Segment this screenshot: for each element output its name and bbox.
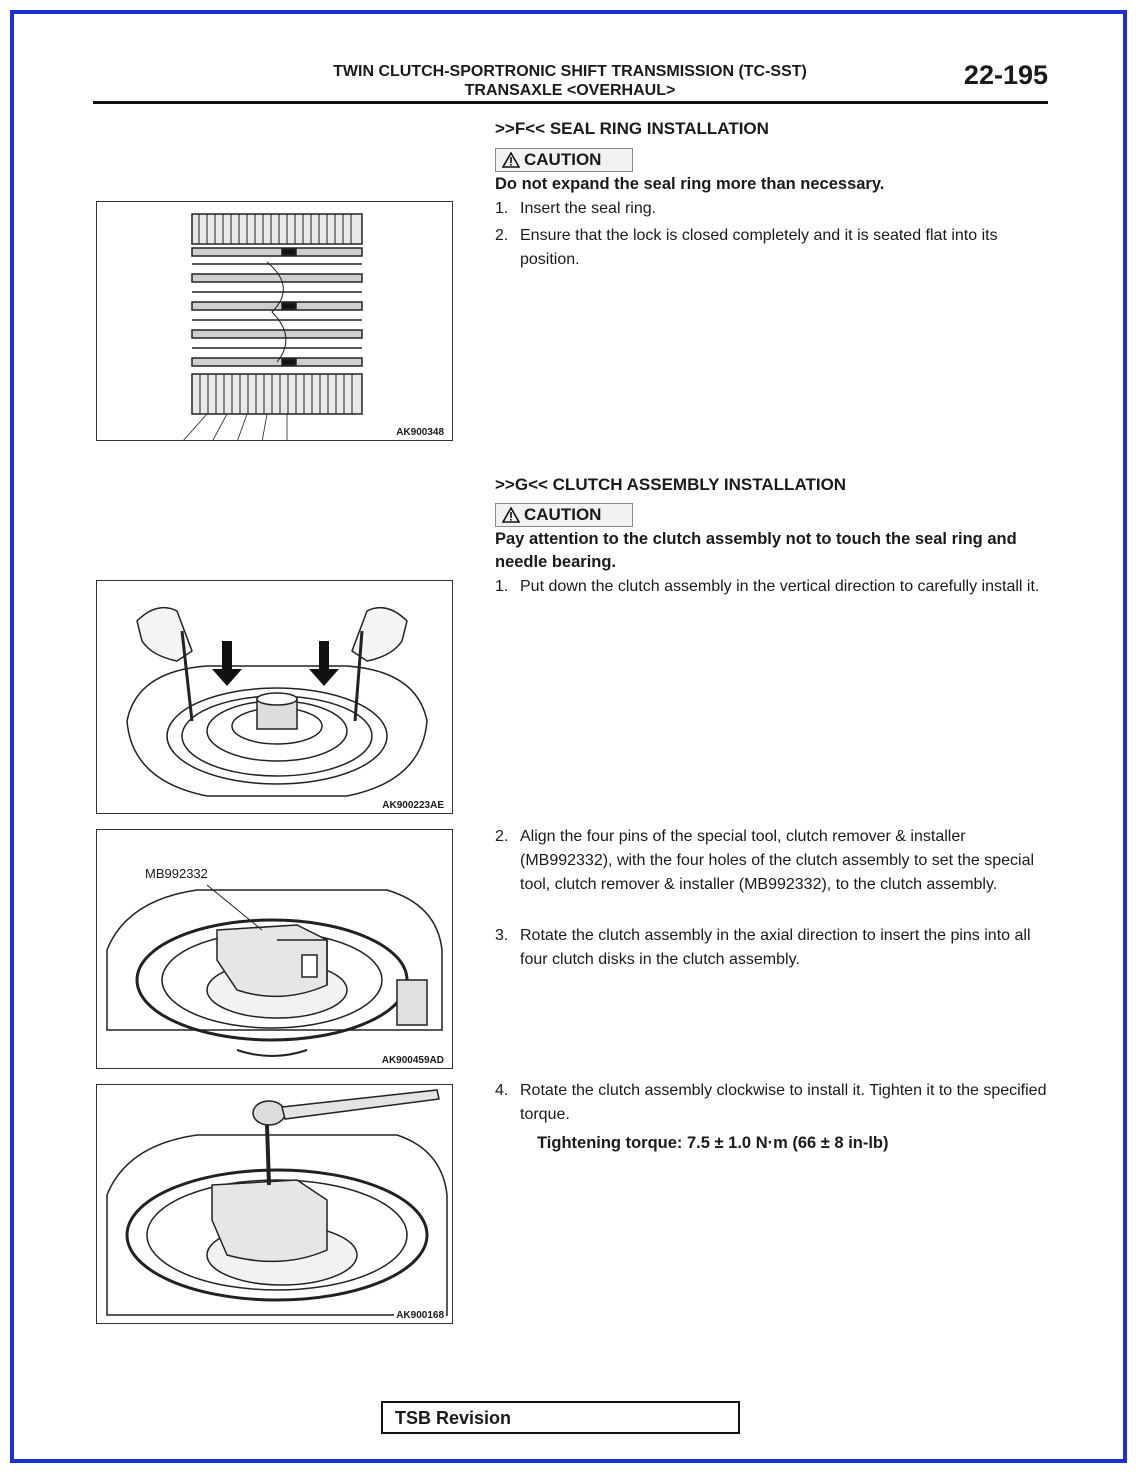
step-item [495, 825, 1047, 897]
tsb-revision-box: TSB Revision [381, 1401, 740, 1434]
header-divider [93, 101, 1048, 104]
clutch-placement-illustration [97, 581, 453, 814]
step-number: 1. [495, 578, 509, 595]
step-item [495, 197, 1047, 221]
figure-seal-ring [96, 201, 453, 441]
caution-box-clutch-assembly [495, 503, 633, 527]
seal-ring-illustration [97, 202, 453, 441]
torque-wrench-illustration [97, 1085, 453, 1324]
tool-label: MB992332 [145, 866, 208, 881]
figure-torque-wrench [96, 1084, 453, 1324]
caution-box-seal-ring [495, 148, 633, 172]
header-title-line2: TRANSAXLE <OVERHAUL> [464, 82, 676, 99]
step-item [495, 1079, 1047, 1127]
caution-label: CAUTION [524, 505, 602, 524]
page-number: 22-195 [963, 60, 1048, 90]
step-number: 2. [495, 227, 509, 244]
step-text: Insert the seal ring. [520, 200, 657, 217]
figure-special-tool [96, 829, 453, 1069]
step-number: 3. [495, 927, 509, 944]
section-title-clutch-assembly: >>G<< CLUTCH ASSEMBLY INSTALLATION [495, 475, 847, 494]
step-text: Ensure that the lock is closed completely and it is seated flat into its position. [520, 227, 998, 268]
step-item [495, 924, 1047, 972]
step-text: Put down the clutch assembly in the vertical direction to carefully install it. [520, 578, 1040, 595]
caution-text-clutch-assembly: Pay attention to the clutch assembly not to touch the seal ring and needle bearing. [495, 530, 1017, 571]
step-item [495, 575, 1047, 599]
step-number: 4. [495, 1082, 509, 1099]
figure-code: AK900459AD [381, 1055, 444, 1066]
caution-label: CAUTION [524, 150, 602, 169]
warning-triangle-icon [502, 152, 520, 168]
warning-triangle-icon [502, 507, 520, 523]
figure-clutch-placement [96, 580, 453, 814]
figure-code: AK900223AE [382, 800, 444, 811]
figure-code: AK900168 [396, 1310, 444, 1321]
header-title-line1: TWIN CLUTCH-SPORTRONIC SHIFT TRANSMISSION (TC-SST) [333, 63, 807, 80]
step-number: 1. [495, 200, 509, 217]
page-header [240, 62, 900, 100]
torque-specification: Tightening torque: 7.5 ± 1.0 N·m (66 ± 8 in-lb) [537, 1134, 889, 1152]
figure-code: AK900348 [396, 427, 444, 438]
step-text: Rotate the clutch assembly clockwise to install it. Tighten it to the specified torque. [520, 1082, 1047, 1123]
step-text: Rotate the clutch assembly in the axial direction to insert the pins into all four clutch disks in the clutch assembly. [520, 927, 1031, 968]
step-number: 2. [495, 828, 509, 845]
section-title-seal-ring: >>F<< SEAL RING INSTALLATION [495, 119, 769, 138]
caution-text-seal-ring: Do not expand the seal ring more than necessary. [495, 175, 885, 193]
step-item [495, 224, 1047, 272]
step-text: Align the four pins of the special tool, clutch remover & installer (MB992332), with the four holes of the clutch assembly to set the special tool, clutch remover & installer (MB992332), to the clutch assembly. [520, 828, 1035, 893]
